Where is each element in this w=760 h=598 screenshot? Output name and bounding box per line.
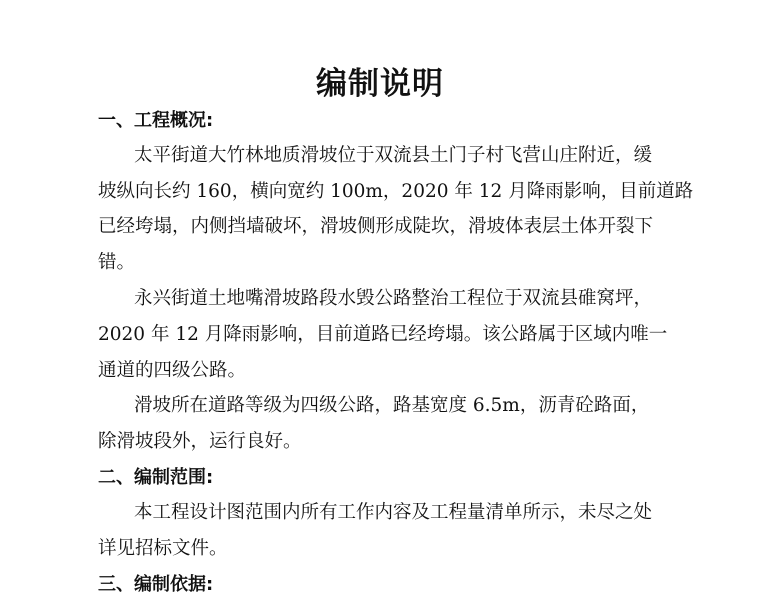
section-heading-overview: 一、工程概况: [98,110,214,131]
paragraph-line: 详见招标文件。 [98,538,228,559]
paragraph-line: 通道的四级公路。 [98,360,247,381]
paragraph-line: 错。 [98,252,136,273]
paragraph-line: 已经垮塌，内侧挡墙破坏，滑坡侧形成陡坎，滑坡体表层土体开裂下 [98,216,654,237]
paragraph-line: 除滑坡段外，运行良好。 [98,431,302,452]
paragraph-line: 太平街道大竹林地质滑坡位于双流县土门子村飞营山庄附近，缓 [134,145,653,166]
paragraph-line: 滑坡所在道路等级为四级公路，路基宽度 6.5m，沥青砼路面， [134,395,650,416]
paragraph-line: 永兴街道土地嘴滑坡路段水毁公路整治工程位于双流县碓窝坪， [134,288,653,309]
document-title: 编制说明 [316,66,444,102]
paragraph-line: 2020 年 12 月降雨影响，目前道路已经垮塌。该公路属于区域内唯一 [98,324,668,345]
section-heading-scope: 二、编制范围: [98,467,214,488]
paragraph-line: 坡纵向长约 160，横向宽约 100m，2020 年 12 月降雨影响，目前道路 [98,181,694,202]
section-heading-basis: 三、编制依据: [98,574,214,595]
paragraph-line: 本工程设计图范围内所有工作内容及工程量清单所示，未尽之处 [134,502,653,523]
